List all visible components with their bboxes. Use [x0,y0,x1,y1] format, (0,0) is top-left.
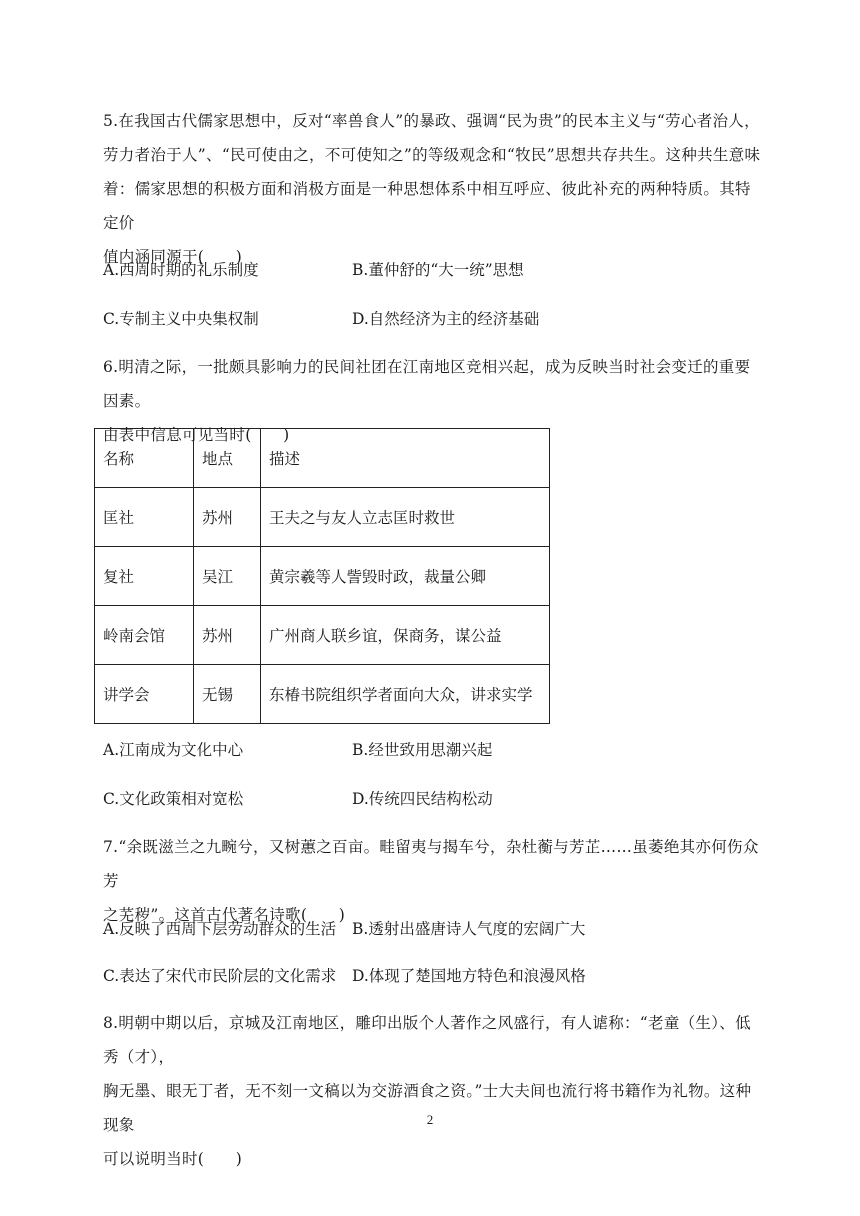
stem-line: 劳力者治于人”、“民可使由之，不可使知之”的等级观念和“牧民”思想共存共生。这种共生意味 [103,146,761,164]
table-cell: 匡社 [95,488,194,547]
question-5-option-d[interactable]: D.自然经济为主的经济基础 [352,310,540,328]
table-cell: 无锡 [194,665,261,724]
stem-line: 胸无墨、眼无丁者，无不刻一文稿以为交游酒食之资。”士大夫间也流行将书籍作为礼物。这种现象 [103,1082,752,1134]
table-row [95,665,550,724]
question-6-option-b[interactable]: B.经世致用思潮兴起 [352,741,493,759]
table-cell: 广州商人联乡谊，保商务，谋公益 [261,606,550,665]
question-8-stem [103,1006,763,1176]
table-cell: 吴江 [194,547,261,606]
stem-line: 7.“余既滋兰之九畹兮，又树蕙之百亩。畦留夷与揭车兮，杂杜蘅与芳芷……虽萎绝其亦何伤众芳 [103,838,759,890]
table-cell: 苏州 [194,488,261,547]
stem-line: 8.明朝中期以后，京城及江南地区，雕印出版个人著作之风盛行，有人谑称：“老童（生）、低秀（才）， [103,1014,751,1066]
question-7-option-a[interactable]: A.反映了西周下层劳动群众的生活 [103,920,337,938]
stem-line: 可以说明当时( ) [103,1150,243,1168]
table-row [95,547,550,606]
question-7-option-c[interactable]: C.表达了宋代市民阶层的文化需求 [103,967,337,985]
question-5-stem [103,104,763,274]
stem-line: 着：儒家思想的积极方面和消极方面是一种思想体系中相互呼应、彼此补充的两种特质。其特定价 [103,180,751,232]
table-header-row [95,429,550,488]
question-7-stem [103,830,763,932]
table-cell: 岭南会馆 [95,606,194,665]
header-cell-name: 名称 [95,429,194,488]
question-7-option-d[interactable]: D.体现了楚国地方特色和浪漫风格 [352,967,586,985]
stem-line: 值内涵同源于( ) [103,248,243,266]
table-cell: 东椿书院组织学者面向大众，讲求实学 [261,665,550,724]
question-6-option-a[interactable]: A.江南成为文化中心 [103,741,244,759]
table-row [95,606,550,665]
question-5-option-b[interactable]: B.董仲舒的“大一统”思想 [352,261,524,279]
question-6-option-c[interactable]: C.文化政策相对宽松 [103,790,244,808]
stem-line: 5.在我国古代儒家思想中，反对“率兽食人”的暴政、强调“民为贵”的民本主义与“劳心者治人， [103,112,760,130]
question-6-option-d[interactable]: D.传统四民结构松动 [352,790,493,808]
page-number: 2 [426,1112,434,1127]
table-cell: 黄宗羲等人訾毁时政，裁量公卿 [261,547,550,606]
table-cell: 王夫之与友人立志匡时救世 [261,488,550,547]
stem-line: 6.明清之际，一批颇具影响力的民间社团在江南地区竞相兴起，成为反映当时社会变迁的重要因素。 [103,358,751,410]
header-cell-description: 描述 [261,429,550,488]
table-cell: 复社 [95,547,194,606]
stem-line: 之芜秽”。这首古代著名诗歌( ) [103,906,346,924]
question-5-option-a[interactable]: A.西周时期的礼乐制度 [103,261,259,279]
header-cell-location: 地点 [194,429,261,488]
societies-table [94,428,550,724]
question-7-option-b[interactable]: B.透射出盛唐诗人气度的宏阔广大 [352,920,586,938]
question-5-option-c[interactable]: C.专制主义中央集权制 [103,310,259,328]
table-cell: 讲学会 [95,665,194,724]
table-row [95,488,550,547]
stem-line: 由表中信息可见当时( ) [103,426,290,444]
table-cell: 苏州 [194,606,261,665]
